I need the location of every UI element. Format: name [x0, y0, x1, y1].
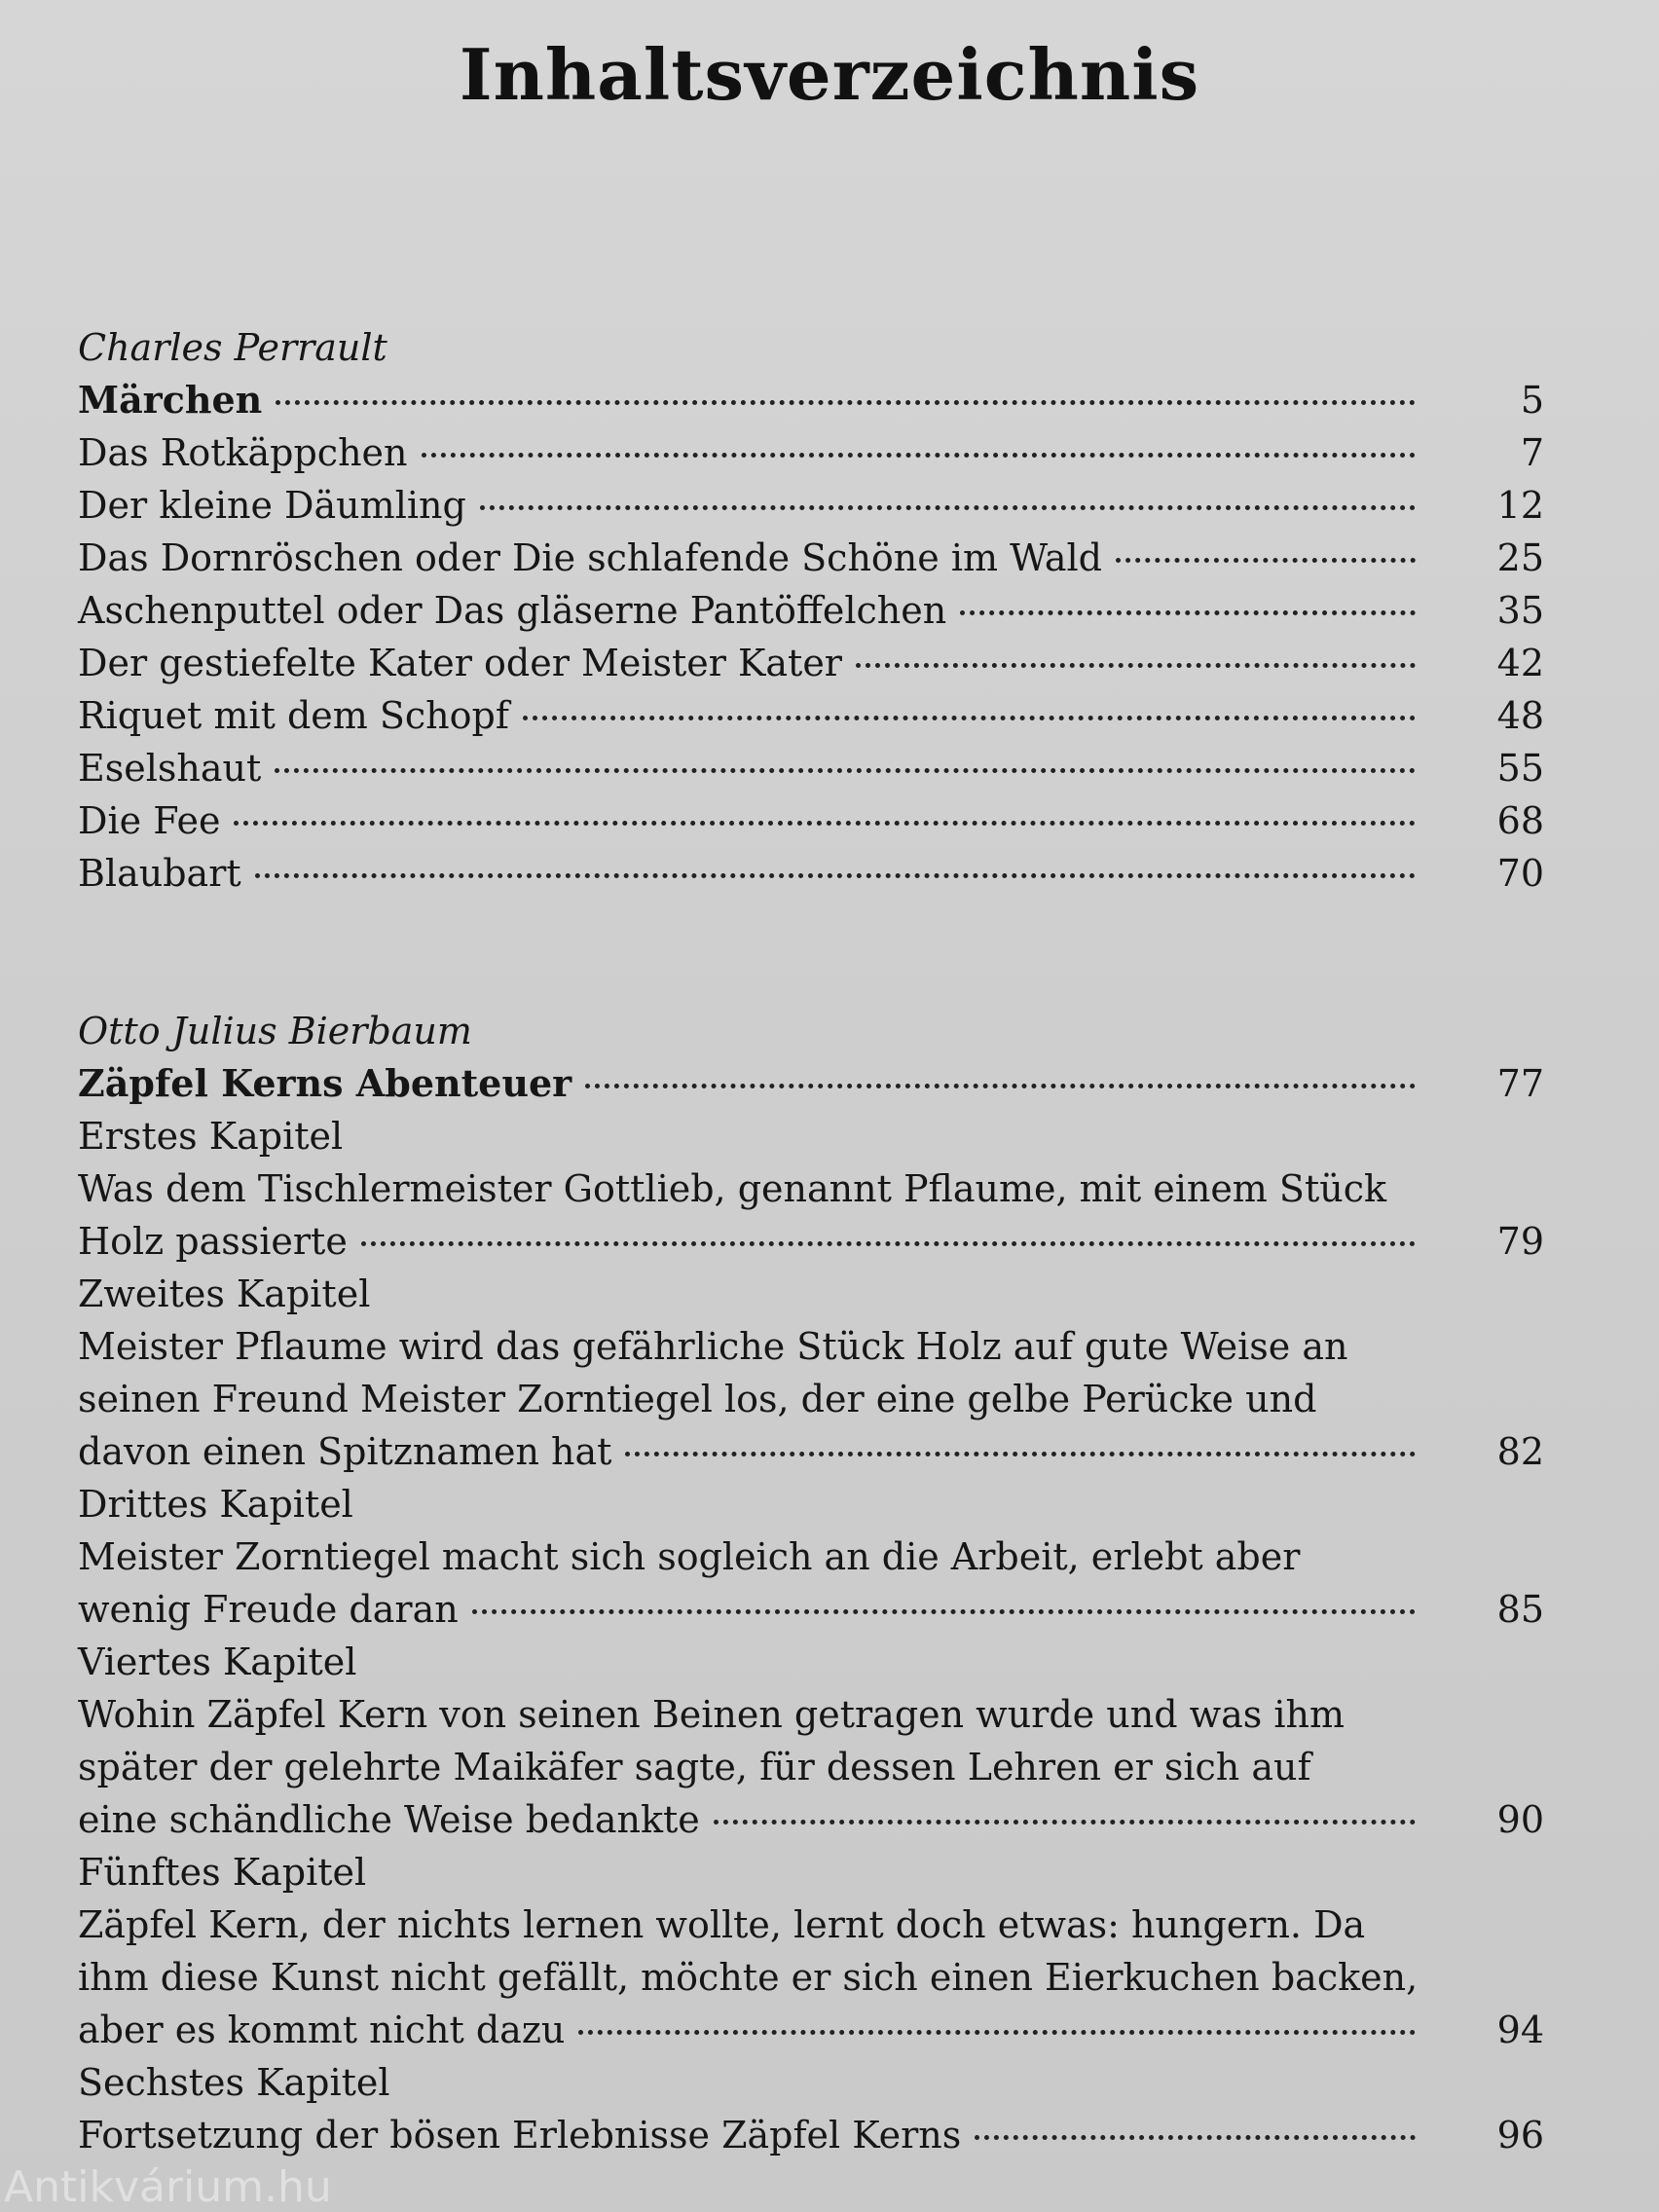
- watermark: Antikvárium.hu: [4, 2162, 332, 2212]
- toc-entry: [78, 1793, 1544, 1846]
- dot-leader: [275, 768, 1416, 773]
- chapter-title-line: Zäpfel Kern, der nichts lernen wollte, lernt doch etwas: hungern. Da: [78, 1903, 1366, 1946]
- toc-entry: [78, 479, 1544, 532]
- page-number: 82: [1496, 1430, 1544, 1473]
- toc-entry-title: Aschenputtel oder Das gläserne Pantöffelchen: [78, 589, 947, 632]
- chapter-title-last-line: davon einen Spitznamen hat: [78, 1430, 612, 1473]
- toc-entry: [78, 742, 1544, 794]
- page-number: 70: [1496, 852, 1544, 895]
- toc-entry: [78, 426, 1544, 479]
- toc-entry-title: Das Dornröschen oder Die schlafende Schöne im Wald: [78, 536, 1102, 579]
- page-number: 35: [1496, 589, 1544, 632]
- chapter-title-line: Meister Pflaume wird das gefährliche Stück Holz auf gute Weise an: [78, 1325, 1348, 1368]
- dot-leader: [523, 716, 1416, 720]
- page-number: 42: [1496, 642, 1544, 684]
- chapter-label: Zweites Kapitel: [78, 1272, 371, 1315]
- toc-entry: [78, 2109, 1544, 2161]
- chapter-label: Erstes Kapitel: [78, 1115, 344, 1158]
- page-number: 94: [1496, 2009, 1544, 2051]
- chapter-title-last-line: Fortsetzung der bösen Erlebnisse Zäpfel Kerns: [78, 2114, 962, 2157]
- page-number: 79: [1496, 1220, 1544, 1263]
- toc-entry: [78, 584, 1544, 637]
- toc-entry-title: Blaubart: [78, 852, 241, 895]
- page-number: 25: [1496, 536, 1544, 579]
- dot-leader: [422, 453, 1416, 458]
- toc-heading-title: Märchen: [78, 378, 263, 422]
- page-number: 68: [1496, 799, 1544, 842]
- section-author: Otto Julius Bierbaum: [78, 1010, 472, 1052]
- section-spacer: [78, 900, 1544, 1005]
- toc-entry-title: Das Rotkäppchen: [78, 431, 408, 474]
- toc-entry: [78, 532, 1544, 584]
- toc-entry: [78, 637, 1544, 689]
- chapter-title-line: Was dem Tischlermeister Gottlieb, genannt Pflaume, mit einem Stück: [78, 1167, 1387, 1210]
- dot-leader: [234, 821, 1416, 826]
- table-of-contents: [78, 321, 1544, 2161]
- chapter-title-last-line: aber es kommt nicht dazu: [78, 2009, 566, 2051]
- page-title: Inhaltsverzeichnis: [459, 33, 1200, 116]
- page-number: 96: [1496, 2114, 1544, 2157]
- page-number: 7: [1520, 431, 1544, 474]
- page-number: 77: [1496, 1062, 1544, 1105]
- dot-leader: [856, 663, 1416, 668]
- dot-leader: [361, 1241, 1416, 1246]
- chapter-label: Fünftes Kapitel: [78, 1851, 367, 1894]
- toc-entry-title: Riquet mit dem Schopf: [78, 694, 509, 737]
- chapter-label: Viertes Kapitel: [78, 1641, 357, 1683]
- dot-leader: [472, 1609, 1416, 1614]
- toc-entry-title: Die Fee: [78, 799, 221, 842]
- dot-leader: [714, 1820, 1416, 1825]
- dot-leader: [625, 1452, 1416, 1456]
- page-number: 5: [1520, 379, 1544, 422]
- chapter-label: Sechstes Kapitel: [78, 2061, 390, 2104]
- chapter-label: Drittes Kapitel: [78, 1483, 353, 1526]
- dot-leader: [480, 505, 1416, 510]
- dot-leader: [255, 873, 1416, 878]
- dot-leader: [276, 400, 1416, 405]
- toc-entry-title: Der gestiefelte Kater oder Meister Kater: [78, 642, 842, 684]
- chapter-title-last-line: eine schändliche Weise bedankte: [78, 1798, 700, 1841]
- chapter-title-line: später der gelehrte Maikäfer sagte, für dessen Lehren er sich auf: [78, 1746, 1311, 1788]
- toc-heading: [78, 374, 1544, 426]
- page-number: 85: [1496, 1588, 1544, 1631]
- toc-entry: [78, 2004, 1544, 2056]
- section-author: Charles Perrault: [78, 326, 387, 369]
- chapter-title-line: ihm diese Kunst nicht gefällt, möchte er sich einen Eierkuchen backen,: [78, 1956, 1419, 1999]
- toc-heading-title: Zäpfel Kerns Abenteuer: [78, 1061, 572, 1105]
- toc-entry: [78, 1425, 1544, 1478]
- dot-leader: [1116, 558, 1416, 563]
- toc-entry-title: Der kleine Däumling: [78, 484, 466, 527]
- chapter-title-line: Meister Zorntiegel macht sich sogleich an die Arbeit, erlebt aber: [78, 1535, 1301, 1578]
- chapter-title-last-line: wenig Freude daran: [78, 1588, 459, 1631]
- toc-entry: [78, 847, 1544, 900]
- chapter-title-line: seinen Freund Meister Zorntiegel los, der eine gelbe Perücke und: [78, 1378, 1317, 1420]
- chapter-title-line: Wohin Zäpfel Kern von seinen Beinen getragen wurde und was ihm: [78, 1693, 1346, 1736]
- dot-leader: [975, 2135, 1416, 2140]
- chapter-title-last-line: Holz passierte: [78, 1220, 348, 1263]
- toc-entry: [78, 1215, 1544, 1268]
- dot-leader: [585, 1084, 1416, 1088]
- page-number: 48: [1496, 694, 1544, 737]
- page-number: 55: [1496, 747, 1544, 790]
- toc-heading: [78, 1057, 1544, 1110]
- toc-entry: [78, 1583, 1544, 1636]
- page-number: 12: [1496, 484, 1544, 527]
- toc-entry: [78, 794, 1544, 847]
- toc-entry: [78, 689, 1544, 742]
- dot-leader: [578, 2030, 1416, 2035]
- dot-leader: [960, 610, 1416, 615]
- page-number: 90: [1496, 1798, 1544, 1841]
- toc-entry-title: Eselshaut: [78, 747, 262, 790]
